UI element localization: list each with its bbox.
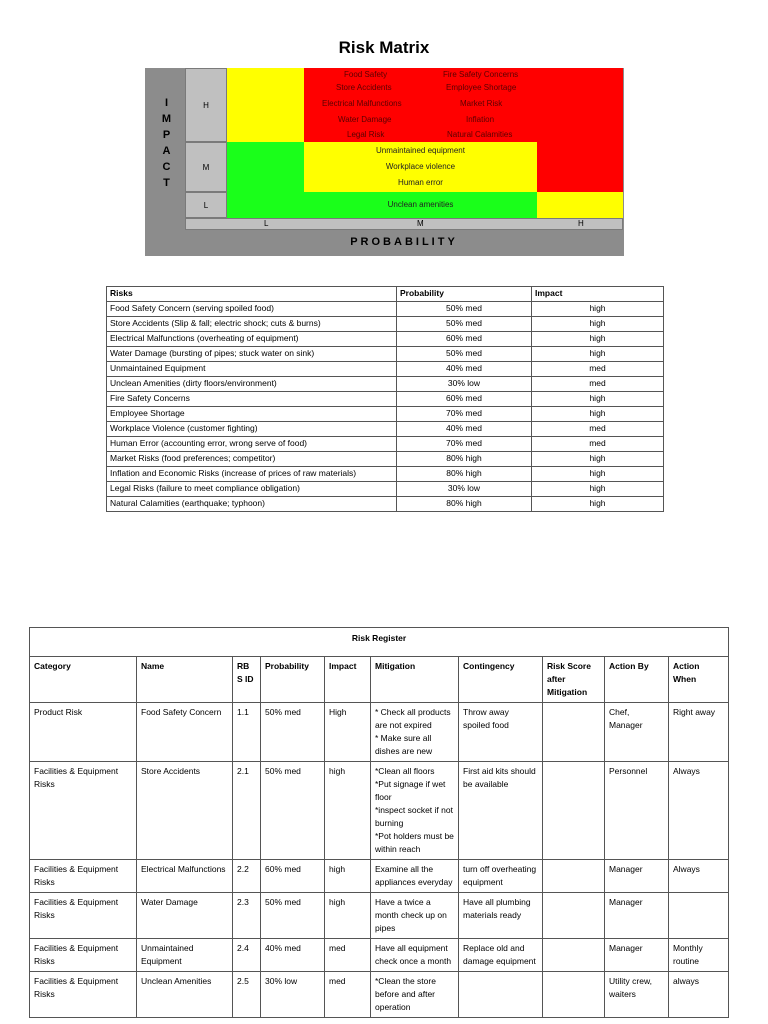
- matrix-risk: Food Safety: [344, 70, 388, 79]
- table-cell: 60% med: [397, 332, 532, 347]
- cell-low-med: [304, 192, 537, 218]
- table-cell: Facilities & Equipment Risks: [30, 762, 137, 860]
- table-cell: high: [325, 860, 371, 893]
- table-cell: Replace old and damage equipment: [459, 939, 543, 972]
- cell-low-high: [537, 192, 623, 218]
- table-cell: 80% high: [397, 467, 532, 482]
- table-cell: always: [669, 972, 729, 1018]
- probability-level-high: H: [578, 219, 584, 228]
- cell-high-low: [227, 68, 304, 142]
- table-cell: 80% high: [397, 497, 532, 512]
- table-cell: med: [532, 362, 664, 377]
- table-cell: high: [532, 452, 664, 467]
- table-cell: Facilities & Equipment Risks: [30, 860, 137, 893]
- column-header: Category: [30, 657, 137, 703]
- impact-letter: C: [162, 161, 172, 173]
- table-cell: 50% med: [261, 762, 325, 860]
- impact-letter: T: [163, 177, 171, 189]
- column-header: Risk Score after Mitigation: [543, 657, 605, 703]
- table-cell: 40% med: [261, 939, 325, 972]
- table-cell: 1.1: [233, 703, 261, 762]
- table-cell: First aid kits should be available: [459, 762, 543, 860]
- table-cell: high: [532, 392, 664, 407]
- table-cell: *Clean the store before and after operation: [371, 972, 459, 1018]
- table-cell: Examine all the appliances everyday: [371, 860, 459, 893]
- table-cell: Personnel: [605, 762, 669, 860]
- table-row: [30, 762, 729, 860]
- table-cell: 50% med: [397, 317, 532, 332]
- table-cell: * Check all products are not expired * Make sure all dishes are new: [371, 703, 459, 762]
- column-header: Name: [137, 657, 233, 703]
- column-header: Impact: [325, 657, 371, 703]
- table-row: [107, 317, 664, 332]
- column-header: Contingency: [459, 657, 543, 703]
- column-header: Probability: [261, 657, 325, 703]
- cell-high-med: [304, 68, 537, 142]
- table-cell: Product Risk: [30, 703, 137, 762]
- table-cell: Workplace Violence (customer fighting): [107, 422, 397, 437]
- table-row: [30, 939, 729, 972]
- table-cell: Manager: [605, 939, 669, 972]
- table-cell: Manager: [605, 893, 669, 939]
- table-cell: Right away: [669, 703, 729, 762]
- probability-scale: [185, 218, 623, 230]
- impact-level-high: H: [185, 68, 227, 142]
- probability-axis-label: PROBABILITY: [350, 236, 458, 248]
- table-cell: Utility crew, waiters: [605, 972, 669, 1018]
- table-cell: med: [532, 422, 664, 437]
- matrix-risk: Market Risk: [460, 99, 503, 108]
- table-cell: high: [325, 762, 371, 860]
- table-cell: 2.2: [233, 860, 261, 893]
- table-row: [30, 860, 729, 893]
- table-cell: *Clean all floors *Put signage if wet floor *inspect socket if not burning *Pot holders must be within reach: [371, 762, 459, 860]
- table-cell: [459, 972, 543, 1018]
- matrix-risk: Workplace violence: [385, 162, 456, 171]
- table-cell: 50% med: [397, 302, 532, 317]
- table-cell: 2.5: [233, 972, 261, 1018]
- table-cell: 70% med: [397, 407, 532, 422]
- table-cell: high: [532, 302, 664, 317]
- table-cell: Store Accidents: [137, 762, 233, 860]
- column-header: Mitigation: [371, 657, 459, 703]
- table-row: [107, 392, 664, 407]
- table-cell: [543, 972, 605, 1018]
- table-cell: [543, 762, 605, 860]
- table-cell: 50% med: [261, 893, 325, 939]
- table-cell: [543, 893, 605, 939]
- risk-table: [106, 286, 664, 512]
- risk-register: [29, 627, 729, 1018]
- table-cell: Have all plumbing materials ready: [459, 893, 543, 939]
- matrix-risk: Unclean amenities: [387, 200, 454, 209]
- table-cell: 50% med: [397, 347, 532, 362]
- table-row: [107, 377, 664, 392]
- table-cell: Unclean Amenities (dirty floors/environment): [107, 377, 397, 392]
- table-row: [107, 497, 664, 512]
- table-row: [107, 437, 664, 452]
- table-cell: 40% med: [397, 362, 532, 377]
- table-cell: Have all equipment check once a month: [371, 939, 459, 972]
- matrix-risk: Unmaintained equipment: [376, 146, 465, 155]
- table-row: [107, 347, 664, 362]
- impact-letter: P: [162, 129, 172, 141]
- table-cell: Employee Shortage: [107, 407, 397, 422]
- table-cell: Natural Calamities (earthquake; typhoon): [107, 497, 397, 512]
- cell-high-high: [537, 68, 623, 142]
- table-row: [107, 452, 664, 467]
- table-row: [107, 482, 664, 497]
- table-cell: med: [532, 437, 664, 452]
- table-cell: Food Safety Concern (serving spoiled food): [107, 302, 397, 317]
- table-cell: high: [532, 482, 664, 497]
- table-cell: [543, 860, 605, 893]
- table-cell: 60% med: [261, 860, 325, 893]
- table-cell: high: [532, 497, 664, 512]
- table-cell: high: [532, 467, 664, 482]
- table-cell: 40% med: [397, 422, 532, 437]
- table-cell: Unmaintained Equipment: [107, 362, 397, 377]
- table-cell: high: [532, 407, 664, 422]
- table-cell: 30% low: [261, 972, 325, 1018]
- matrix-risk: Store Accidents: [336, 83, 392, 92]
- table-cell: Facilities & Equipment Risks: [30, 939, 137, 972]
- table-row: [30, 972, 729, 1018]
- table-row: [107, 332, 664, 347]
- cell-med-low: [227, 142, 304, 192]
- matrix-risk: Natural Calamities: [447, 130, 513, 139]
- impact-level-med: M: [185, 142, 227, 192]
- table-cell: 2.3: [233, 893, 261, 939]
- table-cell: high: [532, 332, 664, 347]
- table-cell: Chef, Manager: [605, 703, 669, 762]
- table-cell: Always: [669, 860, 729, 893]
- table-cell: med: [325, 939, 371, 972]
- column-header: Risks: [107, 287, 397, 302]
- table-cell: 30% low: [397, 377, 532, 392]
- column-header: RB S ID: [233, 657, 261, 703]
- matrix-risk: Human error: [398, 178, 443, 187]
- probability-level-low: L: [264, 219, 269, 228]
- table-cell: Electrical Malfunctions (overheating of equipment): [107, 332, 397, 347]
- table-cell: Facilities & Equipment Risks: [30, 972, 137, 1018]
- table-cell: Water Damage (bursting of pipes; stuck water on sink): [107, 347, 397, 362]
- matrix-risk: Water Damage: [338, 115, 392, 124]
- table-cell: Store Accidents (Slip & fall; electric shock; cuts & burns): [107, 317, 397, 332]
- table-cell: med: [532, 377, 664, 392]
- table-cell: 2.4: [233, 939, 261, 972]
- table-cell: [543, 703, 605, 762]
- table-cell: 70% med: [397, 437, 532, 452]
- register-caption: Risk Register: [30, 628, 729, 657]
- table-row: [30, 893, 729, 939]
- table-cell: Legal Risks (failure to meet compliance obligation): [107, 482, 397, 497]
- table-cell: [669, 893, 729, 939]
- table-cell: Water Damage: [137, 893, 233, 939]
- page-title: Risk Matrix: [338, 38, 430, 57]
- impact-letter: A: [162, 145, 172, 157]
- table-cell: Facilities & Equipment Risks: [30, 893, 137, 939]
- table-cell: High: [325, 703, 371, 762]
- cell-low-low: [227, 192, 304, 218]
- table-row: [107, 302, 664, 317]
- table-cell: turn off overheating equipment: [459, 860, 543, 893]
- table-cell: Throw away spoiled food: [459, 703, 543, 762]
- table-cell: Manager: [605, 860, 669, 893]
- table-cell: Fire Safety Concerns: [107, 392, 397, 407]
- table-row: [107, 407, 664, 422]
- table-cell: Human Error (accounting error, wrong serve of food): [107, 437, 397, 452]
- table-cell: Inflation and Economic Risks (increase of prices of raw materials): [107, 467, 397, 482]
- column-header: Impact: [532, 287, 664, 302]
- table-row: [30, 703, 729, 762]
- table-row: [107, 362, 664, 377]
- impact-letter: I: [164, 97, 170, 109]
- matrix-risk: Electrical Malfunctions: [322, 99, 402, 108]
- cell-med-high: [537, 142, 623, 192]
- cell-med-med: [304, 142, 537, 192]
- table-cell: Monthly routine: [669, 939, 729, 972]
- table-cell: [543, 939, 605, 972]
- table-row: [107, 467, 664, 482]
- column-header: Action By: [605, 657, 669, 703]
- impact-letter: M: [161, 113, 173, 125]
- table-cell: Food Safety Concern: [137, 703, 233, 762]
- probability-level-med: M: [417, 219, 424, 228]
- table-cell: high: [532, 347, 664, 362]
- column-header: Probability: [397, 287, 532, 302]
- table-cell: 60% med: [397, 392, 532, 407]
- impact-level-low: L: [185, 192, 227, 218]
- table-cell: Unclean Amenities: [137, 972, 233, 1018]
- table-cell: Have a twice a month check up on pipes: [371, 893, 459, 939]
- matrix-risk: Employee Shortage: [446, 83, 517, 92]
- table-cell: med: [325, 972, 371, 1018]
- table-cell: Electrical Malfunctions: [137, 860, 233, 893]
- table-cell: high: [532, 317, 664, 332]
- column-header: Action When: [669, 657, 729, 703]
- table-cell: Unmaintained Equipment: [137, 939, 233, 972]
- matrix-risk: Legal Risk: [347, 130, 385, 139]
- table-cell: Market Risks (food preferences; competitor): [107, 452, 397, 467]
- matrix-risk: Inflation: [466, 115, 495, 124]
- table-row: [107, 422, 664, 437]
- table-cell: 80% high: [397, 452, 532, 467]
- table-cell: high: [325, 893, 371, 939]
- table-cell: Always: [669, 762, 729, 860]
- matrix-risk: Fire Safety Concerns: [443, 70, 519, 79]
- table-cell: 50% med: [261, 703, 325, 762]
- table-cell: 2.1: [233, 762, 261, 860]
- table-cell: 30% low: [397, 482, 532, 497]
